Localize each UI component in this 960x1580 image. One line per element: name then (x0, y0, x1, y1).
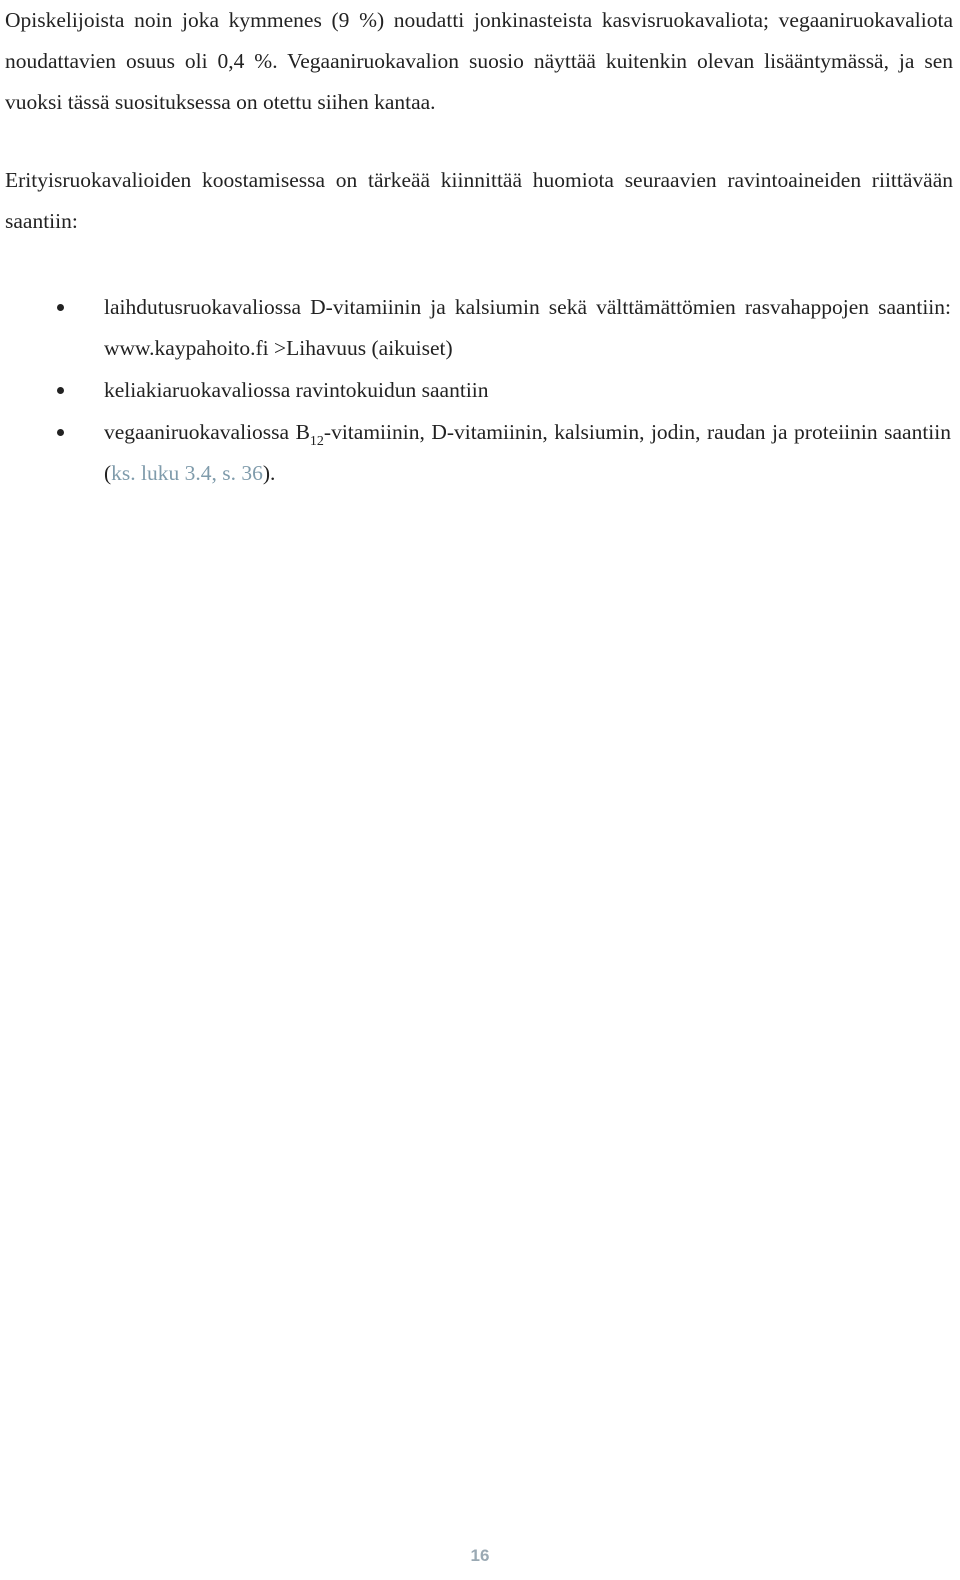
list-item-celiac-diet (0, 370, 951, 411)
vitamin-subscript: 12 (309, 434, 324, 449)
bullet-icon (57, 429, 64, 436)
bullet-icon (57, 387, 64, 394)
list-item-text: laihdutusruokavaliossa D-vitamiinin ja kalsiumin sekä välttämättömien rasvahappojen saantiin: www.kaypahoito.fi >Lihavuus (aikuiset) (104, 295, 951, 360)
page-number: 16 (470, 1546, 490, 1565)
list-item-weight-loss-diet (0, 287, 951, 369)
list-item-text-start: vegaaniruokavaliossa B (104, 420, 310, 444)
list-item-text: keliakiaruokavaliossa ravintokuidun saantiin (104, 378, 489, 402)
bullet-icon (57, 304, 64, 311)
list-item-text-middle: -vitamiinin, D-vitamiinin, kalsiumin, jodin, raudan ja proteiinin saantiin ( (104, 420, 951, 485)
paragraph-special-diets-intro: Erityisruokavalioiden koostamisessa on tärkeää kiinnittää huomiota seuraavien ravintoaineiden riittävään saantiin: (5, 168, 953, 233)
nutrient-bullet-list (0, 287, 960, 495)
chapter-reference-link[interactable]: ks. luku 3.4, s. 36 (111, 461, 263, 485)
paragraph-vegetarian-diets: Opiskelijoista noin joka kymmenes (9 %) noudatti jonkinasteista kasvisruokavaliota; vegaaniruokavaliota noudattavien osuus oli 0,4 %. Vegaaniruokavalion suosio näyttää kuitenkin olevan lisääntymässä, ja sen vuoksi tässä suosituksessa on otettu siihen kantaa. (5, 8, 953, 114)
list-item-text-end: ). (262, 461, 276, 485)
list-item-vegan-diet (0, 412, 951, 494)
